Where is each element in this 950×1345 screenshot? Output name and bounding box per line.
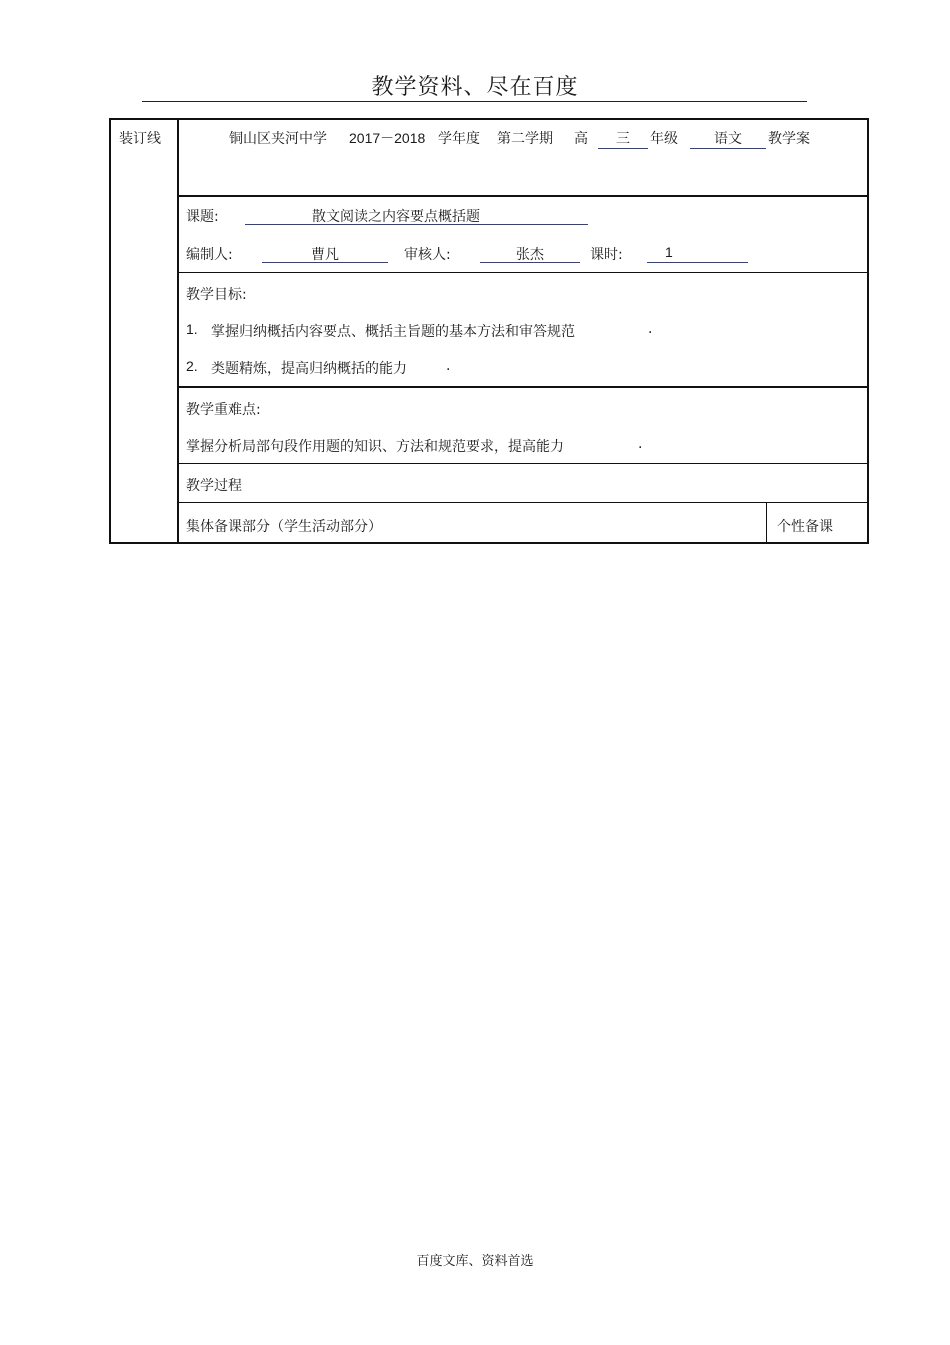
row-divider-staff xyxy=(177,272,869,273)
hours-label: 课时: xyxy=(590,247,623,263)
school-year-suffix: 学年度 xyxy=(438,131,480,147)
school-year: 2017－2018 xyxy=(349,130,426,146)
objective-2-number: 2. xyxy=(186,358,198,374)
topic-underline xyxy=(245,224,588,225)
objective-2-text: 类题精炼，提高归纳概括的能力 xyxy=(211,361,407,377)
topic-label: 课题: xyxy=(186,209,219,225)
reviewer-underline xyxy=(480,262,580,263)
row-divider-objectives xyxy=(177,386,869,388)
grade-underline xyxy=(598,148,648,149)
column-divider-personal xyxy=(766,503,767,544)
subject-value: 语文 xyxy=(714,131,742,147)
objective-2-end: . xyxy=(446,358,451,374)
key-points-label: 教学重难点: xyxy=(186,402,261,418)
key-points-end: . xyxy=(638,436,643,452)
page-footer: 百度文库、资料首选 xyxy=(416,1254,534,1269)
editor-label: 编制人: xyxy=(186,247,233,263)
hours-value: 1 xyxy=(665,244,673,260)
page-header-title: 教学资料、尽在百度 xyxy=(371,75,579,100)
semester: 第二学期 xyxy=(497,131,553,147)
binding-label: 装订线 xyxy=(119,131,161,147)
row-divider-info xyxy=(177,195,869,197)
topic-value: 散文阅读之内容要点概括题 xyxy=(312,209,480,225)
grade-prefix: 高 xyxy=(574,131,588,147)
grade-suffix: 年级 xyxy=(650,131,678,147)
grade-value: 三 xyxy=(616,131,630,147)
row-divider-keypoints xyxy=(177,463,869,464)
objective-1-number: 1. xyxy=(186,321,198,337)
document-type: 教学案 xyxy=(768,131,810,147)
objective-1-text: 掌握归纳概括内容要点、概括主旨题的基本方法和审答规范 xyxy=(211,324,575,340)
editor-value: 曹凡 xyxy=(311,247,339,263)
school-name: 铜山区夹河中学 xyxy=(229,131,327,147)
header-rule xyxy=(142,101,807,102)
binding-column xyxy=(109,118,179,544)
editor-underline xyxy=(262,262,388,263)
subject-underline xyxy=(690,148,766,149)
hours-underline xyxy=(647,262,748,263)
objectives-label: 教学目标: xyxy=(186,287,247,303)
reviewer-label: 审核人: xyxy=(404,247,451,263)
collective-column-header: 集体备课部分（学生活动部分） xyxy=(186,519,382,535)
reviewer-value: 张杰 xyxy=(516,247,544,263)
personal-column-header: 个性备课 xyxy=(777,519,833,535)
objective-1-end: . xyxy=(648,321,653,337)
process-label: 教学过程 xyxy=(186,478,242,494)
key-points-text: 掌握分析局部句段作用题的知识、方法和规范要求，提高能力 xyxy=(186,439,564,455)
